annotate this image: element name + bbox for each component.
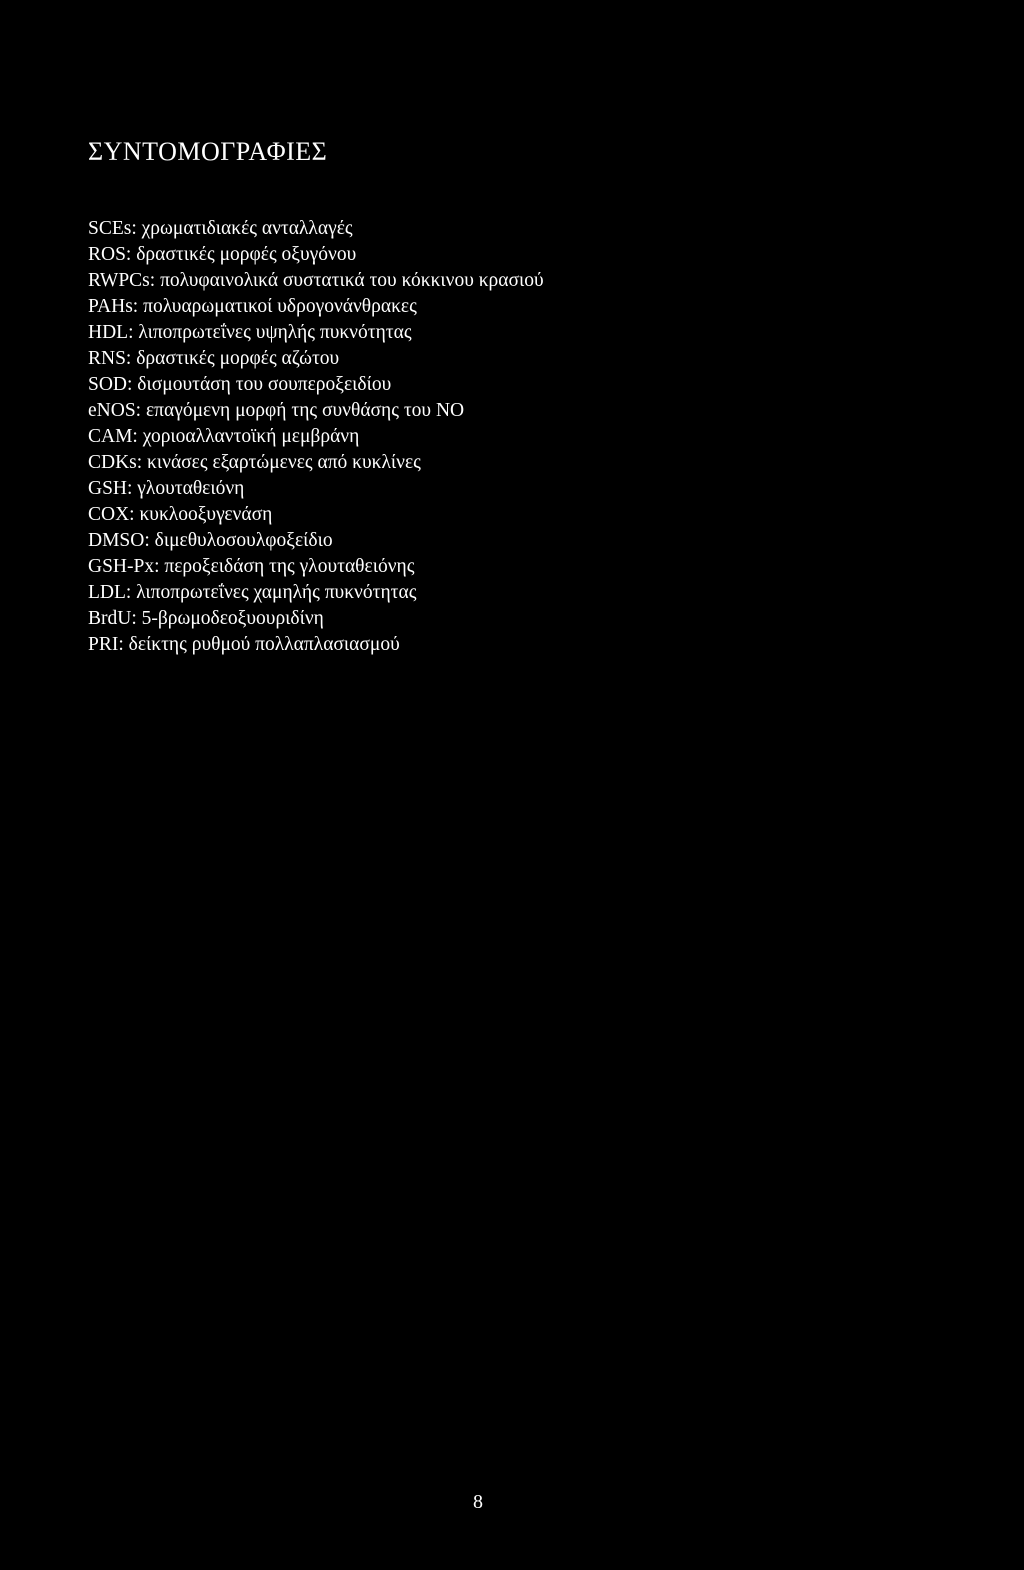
list-item: CAM: χοριοαλλαντοϊκή μεμβράνη	[88, 426, 360, 447]
list-item: RNS: δραστικές μορφές αζώτου	[88, 348, 340, 369]
list-item: eNOS: επαγόμενη μορφή της συνθάσης του NO	[88, 400, 465, 421]
list-item: GSH-Px: περοξειδάση της γλουταθειόνης	[88, 556, 415, 577]
list-item: GSH: γλουταθειόνη	[88, 478, 245, 499]
abbreviation-list	[88, 216, 544, 658]
list-item: PAHs: πολυαρωματικοί υδρογονάνθρακες	[88, 296, 417, 317]
list-item: CDKs: κινάσες εξαρτώμενες από κυκλίνες	[88, 452, 421, 473]
list-item: HDL: λιποπρωτεΐνες υψηλής πυκνότητας	[88, 322, 412, 343]
list-item: ROS: δραστικές μορφές οξυγόνου	[88, 244, 357, 265]
page-number: 8	[473, 1491, 483, 1513]
list-item: BrdU: 5-βρωμοδεοξυουριδίνη	[88, 608, 324, 629]
list-item: SOD: δισμουτάση του σουπεροξειδίου	[88, 374, 392, 395]
list-item: SCEs: χρωματιδιακές ανταλλαγές	[88, 218, 353, 239]
list-item: RWPCs: πολυφαινολικά συστατικά του κόκκινου κρασιού	[88, 270, 544, 291]
list-item: LDL: λιποπρωτεΐνες χαμηλής πυκνότητας	[88, 582, 417, 603]
list-item: COX: κυκλοοξυγενάση	[88, 504, 273, 525]
list-item: DMSO: διμεθυλοσουλφοξείδιο	[88, 530, 333, 551]
list-item: PRI: δείκτης ρυθμού πολλαπλασιασμού	[88, 634, 400, 655]
page-title: ΣΥΝΤΟΜΟΓΡΑΦΙΕΣ	[88, 137, 328, 166]
